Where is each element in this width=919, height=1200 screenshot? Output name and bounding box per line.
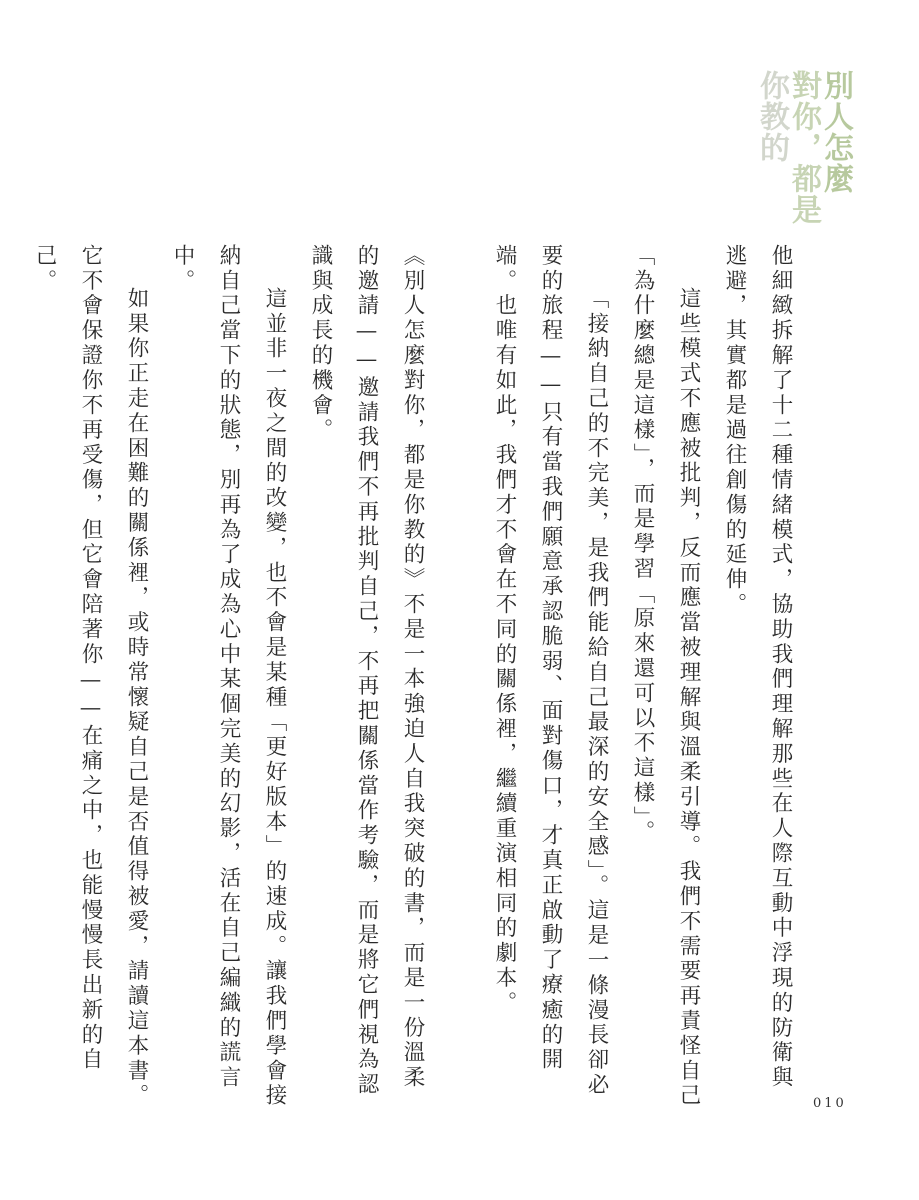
paragraph-5: 這並非一夜之間的改變，也不會是某種「更好版本」的速成。讓我們學會接納自己當下的狀態，別再為了成為心中某個完美的幻影，活在自己編織的謊言中。 (170, 244, 287, 1109)
paragraph-1: 他細緻拆解了十二種情緒模式，協助我們理解那些在人際互動中浮現的防衛與逃避，其實都是過往創傷的延伸。 (722, 244, 793, 1091)
running-title-line-2: 對你，都是 (786, 70, 821, 225)
running-title-line-3: 你教的 (754, 70, 789, 163)
paragraph-gap (435, 244, 481, 1114)
paragraph-4: 《別人怎麼對你，都是你教的》不是一本強迫人自我突破的書，而是一份溫柔的邀請——邀請我們不再批判自己，不再把關係當作考驗，而是將它們視為認識與成長的機會。 (308, 244, 425, 1098)
body-text (21, 244, 803, 1114)
page-number: 010 (813, 1096, 847, 1111)
paragraph-3: 「接納自己的不完美，是我們能給自己最深的安全感」。這是一條漫長卻必要的旅程——只有當我們願意承認脆弱、面對傷口，才真正啟動了療癒的開端。也唯有如此，我們才不會在不同的關係裡，繼續重演相同的劇本。 (492, 244, 609, 1098)
paragraph-6: 如果你正走在困難的關係裡，或時常懷疑自己是否值得被愛，請讀這本書。它不會保證你不再受傷，但它會陪著你——在痛之中，也能慢慢長出新的自己。 (32, 244, 149, 1109)
running-title (755, 70, 851, 225)
paragraph-2: 這些模式不應被批判，反而應當被理解與溫柔引導。我們不需要再責怪自己「為什麼總是這樣」，而是學習「原來還可以不這樣」。 (630, 244, 701, 1109)
running-title-line-1: 別人怎麼 (818, 70, 853, 194)
